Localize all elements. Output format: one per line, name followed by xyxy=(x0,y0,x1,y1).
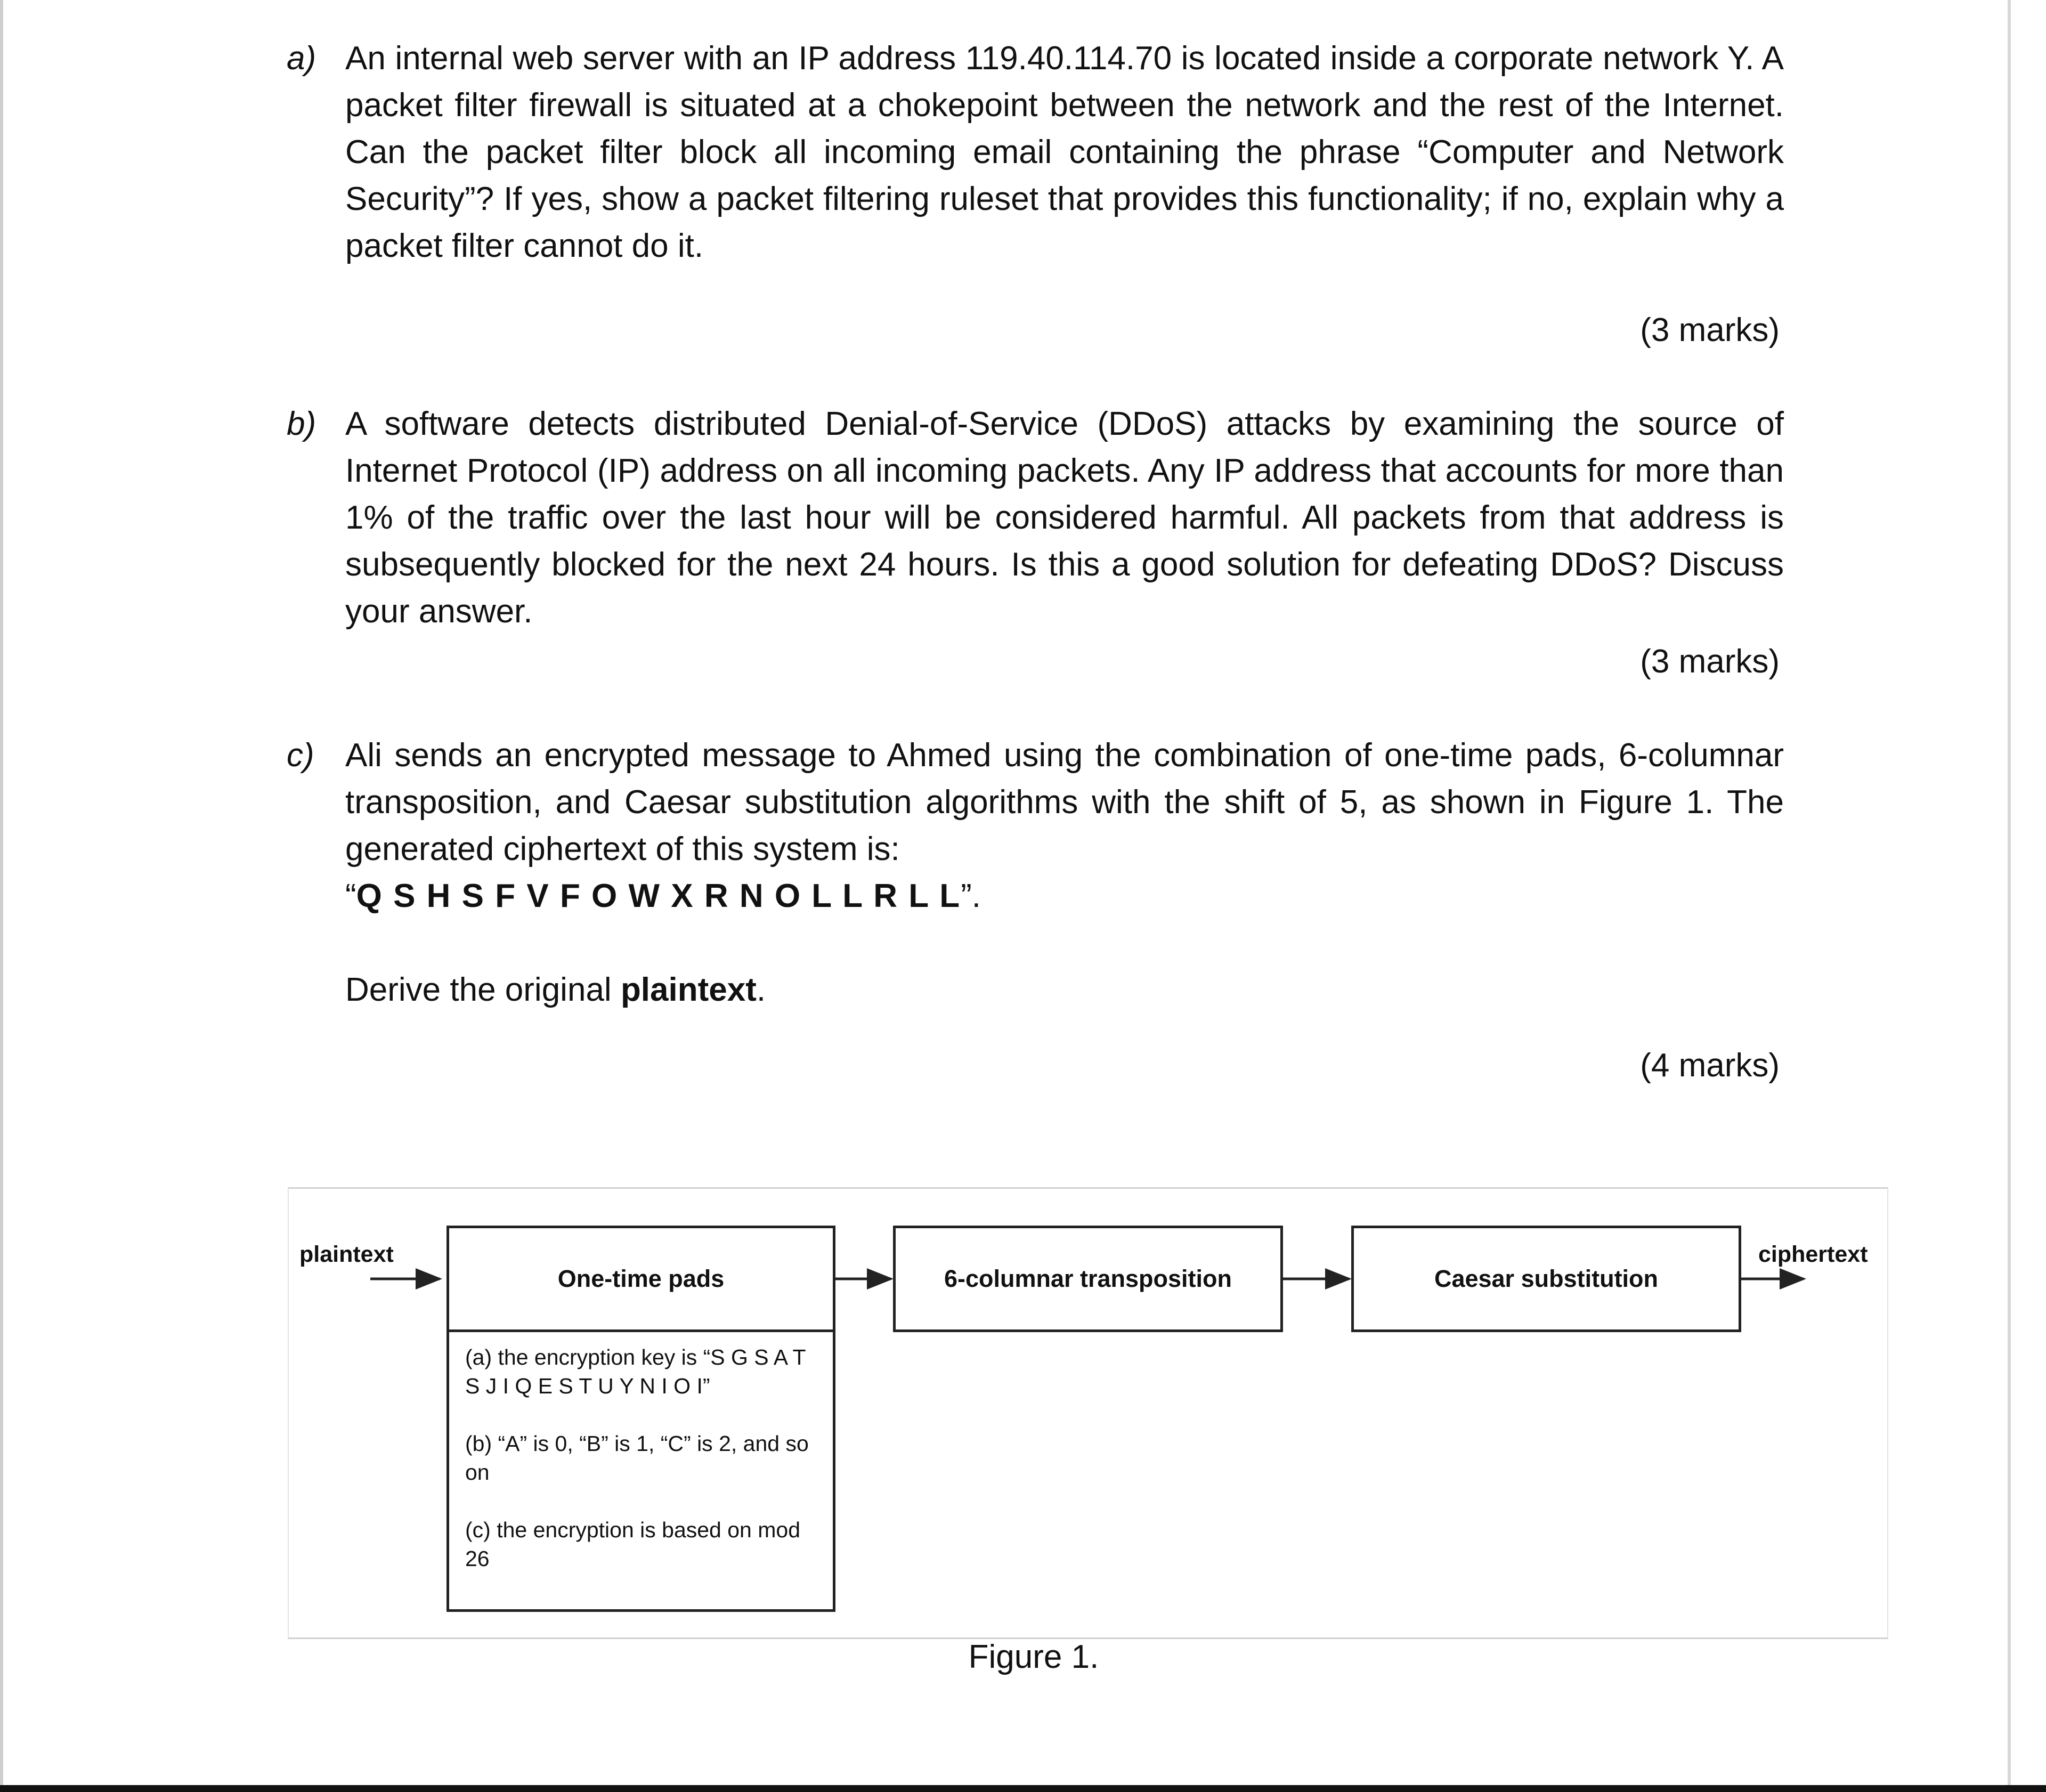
question-c xyxy=(287,732,1784,1013)
ciphertext: Q S H S F V F O W X R N O L L R L L xyxy=(356,878,961,914)
question-a-marks: (3 marks) xyxy=(1640,312,1780,348)
question-c-marks: (4 marks) xyxy=(1640,1047,1780,1084)
page-left-edge xyxy=(0,0,3,1792)
question-a xyxy=(287,35,1784,270)
transposition-label: 6-columnar transposition xyxy=(944,1265,1232,1292)
figure-caption: Figure 1. xyxy=(968,1639,1099,1675)
transposition-box xyxy=(893,1226,1283,1332)
note-c: (c) the encryption is based on mod 26 xyxy=(465,1518,800,1571)
ciphertext-label: ciphertext xyxy=(1758,1242,1868,1267)
derive-suffix: . xyxy=(756,971,766,1008)
question-b xyxy=(287,401,1784,635)
derive-prefix: Derive the original xyxy=(345,971,612,1008)
ciphertext-line: “Q S H S F V F O W X R N O L L R L L”. xyxy=(345,878,981,914)
plaintext-label: plaintext xyxy=(299,1242,394,1267)
derive-instruction xyxy=(345,967,1784,1013)
bottom-border xyxy=(0,1785,2046,1792)
one-time-pads-notes xyxy=(446,1329,835,1612)
question-c-letter: c) xyxy=(287,737,314,774)
caesar-label: Caesar substitution xyxy=(1434,1265,1659,1292)
question-c-text: Ali sends an encrypted message to Ahmed using the combination of one-time pads, 6-columnar transposition, and Caesar substitution algorithms with the shift of 5, as shown in Figure 1. The generated ciphertext of this system is: xyxy=(345,737,1784,867)
question-a-text: An internal web server with an IP address 119.40.114.70 is located inside a corporate network Y. A packet filter firewall is situated at a chokepoint between the network and the rest of the Internet. Can the packet filter block all incoming email containing the phrase “Computer and Network Security”? If yes, show a packet filtering ruleset that provides this functionality; if no, explain why a packet filter cannot do it. xyxy=(345,40,1784,264)
one-time-pads-label: One-time pads xyxy=(557,1265,725,1292)
page-right-edge xyxy=(2008,0,2011,1792)
question-b-text: A software detects distributed Denial-of-Service (DDoS) attacks by examining the source of Internet Protocol (IP) address on all incoming packets. Any IP address that accounts for more than 1% of the traffic over the last hour will be considered harmful. All packets from that address is subsequently blocked for the next 24 hours. Is this a good solution for defeating DDoS? Discuss your answer. xyxy=(345,406,1784,630)
question-a-letter: a) xyxy=(287,40,316,77)
note-a: (a) the encryption key is “S G S A T S J I Q E S T U Y N I O I” xyxy=(465,1345,806,1398)
one-time-pads-box xyxy=(446,1226,835,1332)
question-b-letter: b) xyxy=(287,406,316,442)
caesar-box xyxy=(1351,1226,1741,1332)
question-b-marks: (3 marks) xyxy=(1640,643,1780,680)
note-b: (b) “A” is 0, “B” is 1, “C” is 2, and so on xyxy=(465,1431,809,1485)
derive-bold-word: plaintext xyxy=(620,971,757,1008)
